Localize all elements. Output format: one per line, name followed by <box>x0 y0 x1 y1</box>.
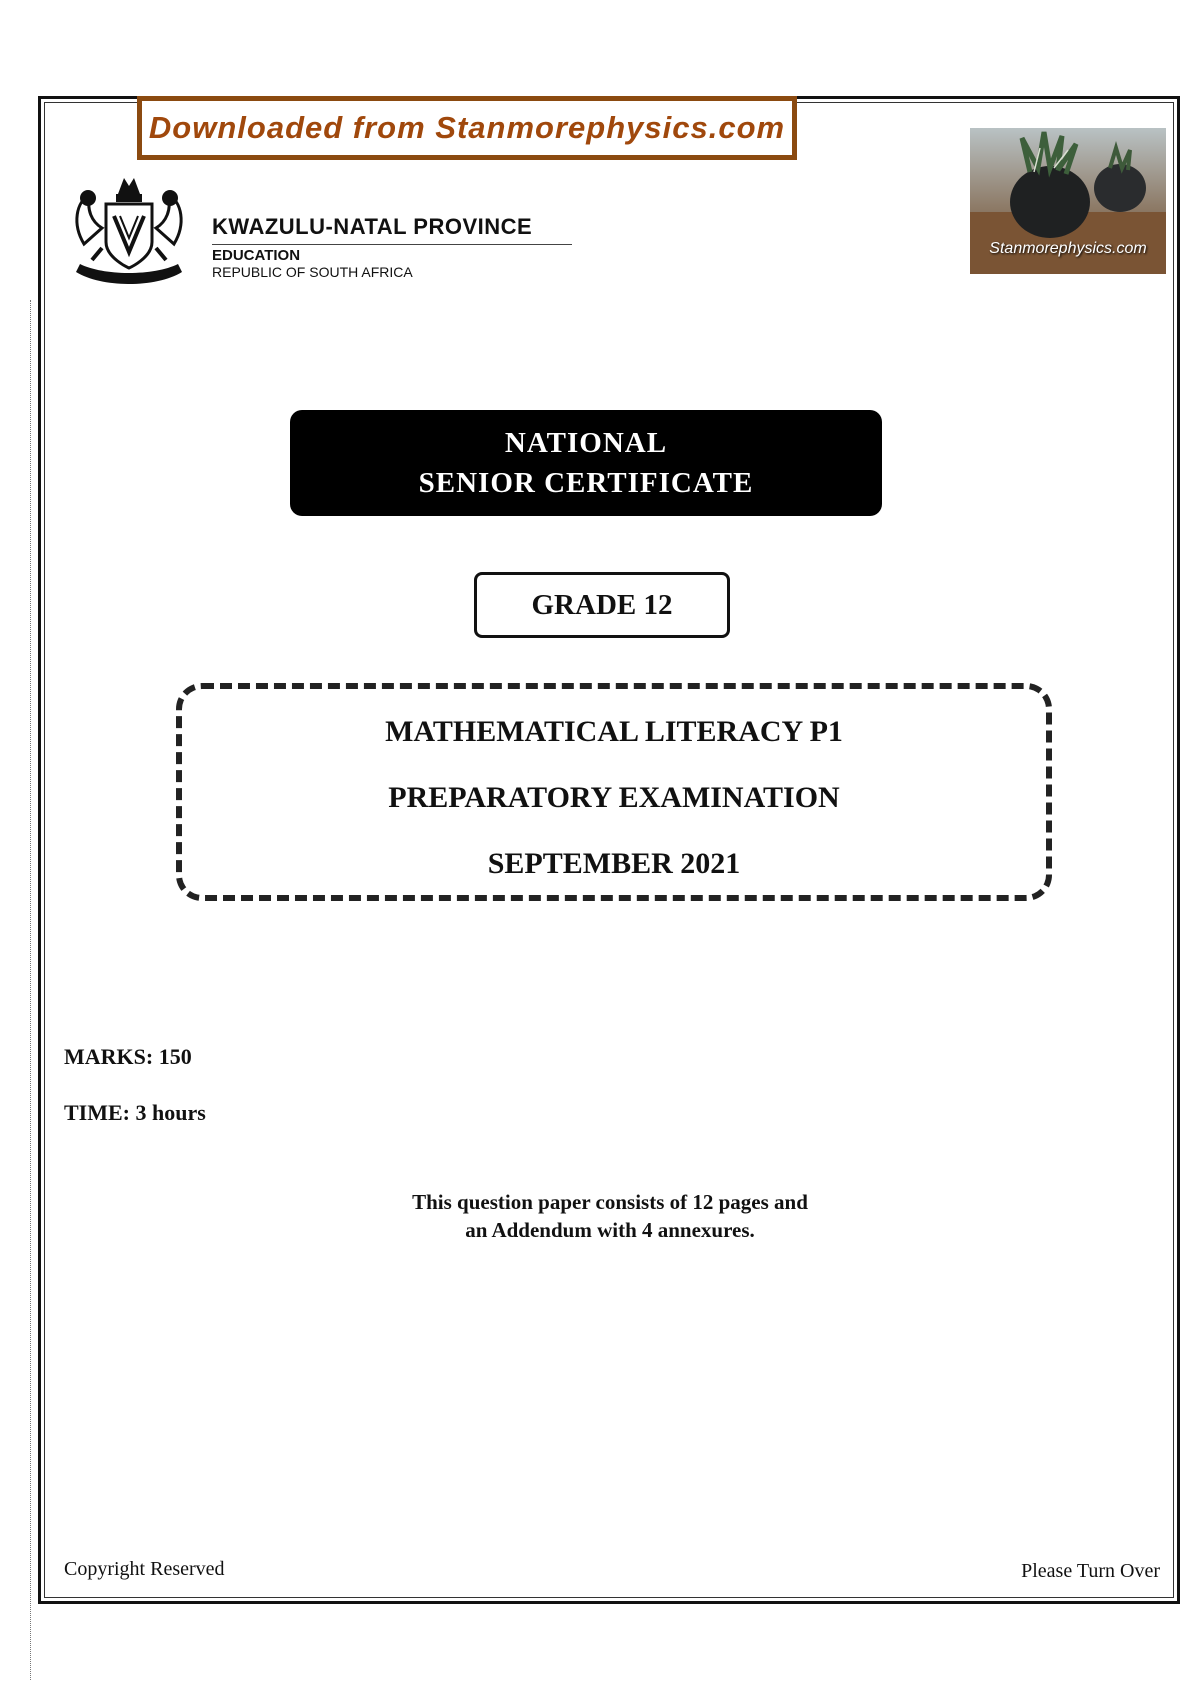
download-banner-text: Downloaded from Stanmorephysics.com <box>148 110 786 145</box>
subject-box <box>176 683 1052 901</box>
grade-box <box>474 572 730 638</box>
subject-title: MATHEMATICAL LITERACY P1 <box>385 715 843 748</box>
scan-edge-marks <box>30 300 33 1680</box>
province-name: KWAZULU-NATAL PROVINCE <box>212 214 533 239</box>
time-text: TIME: 3 hours <box>64 1100 206 1125</box>
paper-info-line-1: This question paper consists of 12 pages and <box>412 1190 808 1214</box>
copyright-text: Copyright Reserved <box>64 1558 225 1580</box>
department-name: EDUCATION <box>212 247 301 264</box>
grade-label: GRADE 12 <box>531 588 673 621</box>
thumbnail-label: Stanmorephysics.com <box>989 240 1147 257</box>
certificate-line-2: SENIOR CERTIFICATE <box>418 467 754 499</box>
certificate-box <box>290 410 882 516</box>
download-banner[interactable] <box>137 96 797 160</box>
exam-name: PREPARATORY EXAMINATION <box>388 781 840 814</box>
certificate-line-1: NATIONAL <box>504 427 668 459</box>
turn-over-text: Please Turn Over <box>1021 1560 1160 1582</box>
country-name: REPUBLIC OF SOUTH AFRICA <box>212 264 413 280</box>
exam-date: SEPTEMBER 2021 <box>487 847 741 880</box>
paper-info-line-2: an Addendum with 4 annexures. <box>465 1218 755 1242</box>
paper-info <box>300 1188 920 1244</box>
coat-of-arms-icon <box>62 164 196 294</box>
province-header <box>212 214 582 280</box>
header-divider <box>212 244 572 245</box>
site-thumbnail <box>970 128 1166 274</box>
marks-text: MARKS: 150 <box>64 1044 192 1069</box>
